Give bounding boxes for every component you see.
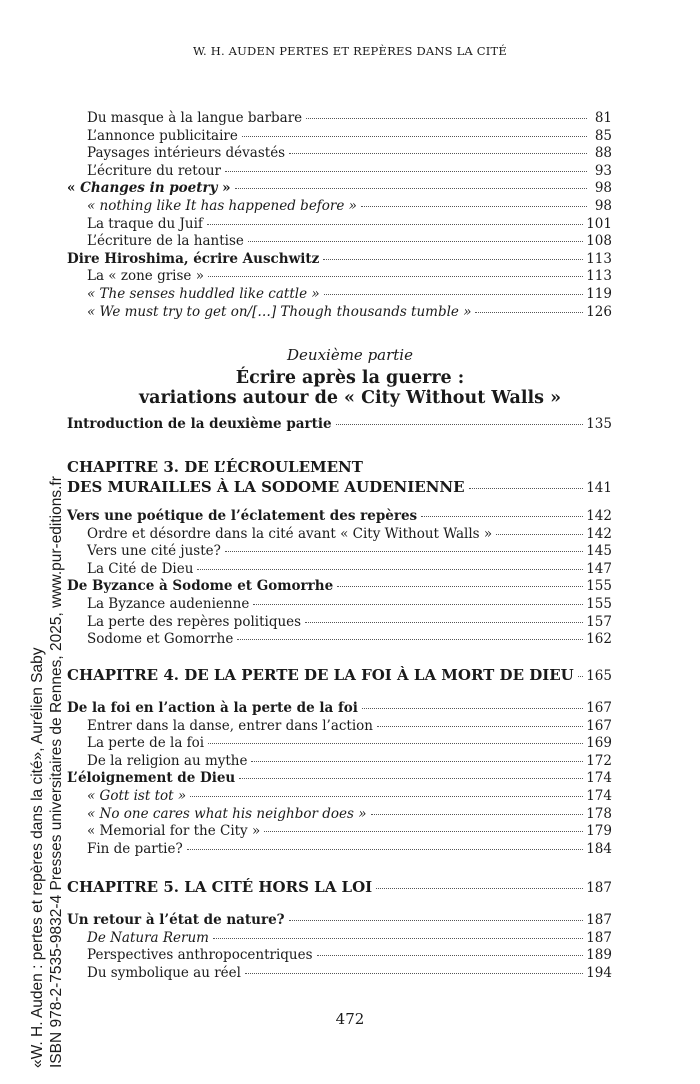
toc-entry[interactable]: La Cité de Dieu 147 bbox=[87, 560, 612, 577]
toc-entry[interactable]: « We must try to get on/[…] Though thousands tumble » 126 bbox=[87, 303, 612, 320]
toc-entry[interactable]: « Memorial for the City » 179 bbox=[87, 823, 612, 840]
toc-entry[interactable]: La perte de la foi 169 bbox=[87, 735, 612, 752]
toc-entry[interactable]: « The senses huddled like cattle » 119 bbox=[87, 285, 612, 302]
toc-section-entry[interactable]: De la foi en l’action à la perte de la foi 167 bbox=[67, 700, 612, 716]
toc-entry[interactable]: « Gott ist tot » 174 bbox=[87, 787, 612, 804]
toc-section-entry[interactable]: L’éloignement de Dieu 174 bbox=[67, 770, 612, 787]
running-head: W. H. AUDEN PERTES ET REPÈRES DANS LA CITÉ bbox=[193, 44, 507, 58]
toc-section-entry[interactable]: Un retour à l’état de nature? 187 bbox=[67, 912, 612, 928]
toc-entry[interactable]: L’écriture de la hantise 108 bbox=[87, 233, 612, 250]
toc-entry[interactable]: Sodome et Gomorrhe 162 bbox=[87, 631, 612, 648]
chapter-4-heading[interactable]: CHAPITRE 4. DE LA PERTE DE LA FOI À LA MORT DE DIEU 165 bbox=[67, 666, 612, 684]
part-title-line2: variations autour de « City Without Walls » bbox=[138, 388, 562, 408]
toc-chapter-5 bbox=[67, 878, 612, 982]
toc-intro-entry[interactable]: Introduction de la deuxième partie 135 bbox=[67, 416, 612, 432]
toc-entry[interactable]: Du symbolique au réel 194 bbox=[87, 964, 612, 981]
toc-entry[interactable]: Perspectives anthropocentriques 189 bbox=[87, 947, 612, 964]
chapter-5-heading[interactable]: CHAPITRE 5. LA CITÉ HORS LA LOI 187 bbox=[67, 878, 612, 896]
toc-entry[interactable]: La Byzance audenienne 155 bbox=[87, 595, 612, 612]
toc-entry[interactable]: La traque du Juif 101 bbox=[87, 215, 612, 232]
toc-chapter-3 bbox=[67, 456, 612, 649]
toc-entry[interactable]: Entrer dans la danse, entrer dans l’action 167 bbox=[87, 717, 612, 734]
toc-entry[interactable]: De Natura Rerum 187 bbox=[87, 929, 612, 946]
side-copyright-note bbox=[28, 476, 66, 1068]
toc-section-entry[interactable]: De Byzance à Sodome et Gomorrhe 155 bbox=[67, 578, 612, 595]
toc-section-entry[interactable]: « Changes in poetry » 98 bbox=[67, 180, 612, 197]
toc-entry[interactable]: Paysages intérieurs dévastés 88 bbox=[87, 145, 612, 162]
toc-section-top bbox=[67, 110, 612, 321]
part-label: Deuxième partie bbox=[287, 346, 413, 364]
toc-entry[interactable]: Vers une cité juste? 145 bbox=[87, 543, 612, 560]
toc-entry[interactable]: L’écriture du retour 93 bbox=[87, 162, 612, 179]
chapter-3-title-line1: CHAPITRE 3. DE L’ÉCROULEMENT bbox=[67, 458, 363, 476]
toc-entry[interactable]: Fin de partie? 184 bbox=[87, 840, 612, 857]
toc-entry[interactable]: Du masque à la langue barbare 81 bbox=[87, 110, 612, 126]
chapter-3-heading[interactable]: DES MURAILLES À LA SODOME AUDENIENNE 141 bbox=[67, 478, 612, 496]
part-title-line1: Écrire après la guerre : bbox=[235, 368, 465, 388]
toc-entry[interactable]: « No one cares what his neighbor does » 178 bbox=[87, 805, 612, 822]
toc-entry[interactable]: De la religion au mythe 172 bbox=[87, 752, 612, 769]
side-note-line1: «W. H. Auden : pertes et repères dans la cité», Aurélien Saby bbox=[29, 647, 46, 1068]
part-title bbox=[0, 368, 700, 408]
side-note-line2: ISBN 978-2-7535-9832-4 Presses universitaires de Rennes, 2025, www.pur-editions.fr bbox=[48, 476, 65, 1068]
toc-entry[interactable]: Ordre et désordre dans la cité avant « City Without Walls » 142 bbox=[87, 525, 612, 542]
toc-entry[interactable]: La perte des repères politiques 157 bbox=[87, 613, 612, 630]
toc-entry[interactable]: La « zone grise » 113 bbox=[87, 268, 612, 285]
toc-entry[interactable]: « nothing like It has happened before » 98 bbox=[87, 197, 612, 214]
toc-entry[interactable]: L’annonce publicitaire 85 bbox=[87, 127, 612, 144]
toc-chapter-4 bbox=[67, 666, 612, 858]
toc-section-entry[interactable]: Vers une poétique de l’éclatement des repères 142 bbox=[67, 508, 612, 524]
page-number: 472 bbox=[335, 1010, 365, 1028]
toc-section-entry[interactable]: Dire Hiroshima, écrire Auschwitz 113 bbox=[67, 250, 612, 267]
toc-intro bbox=[67, 416, 612, 434]
